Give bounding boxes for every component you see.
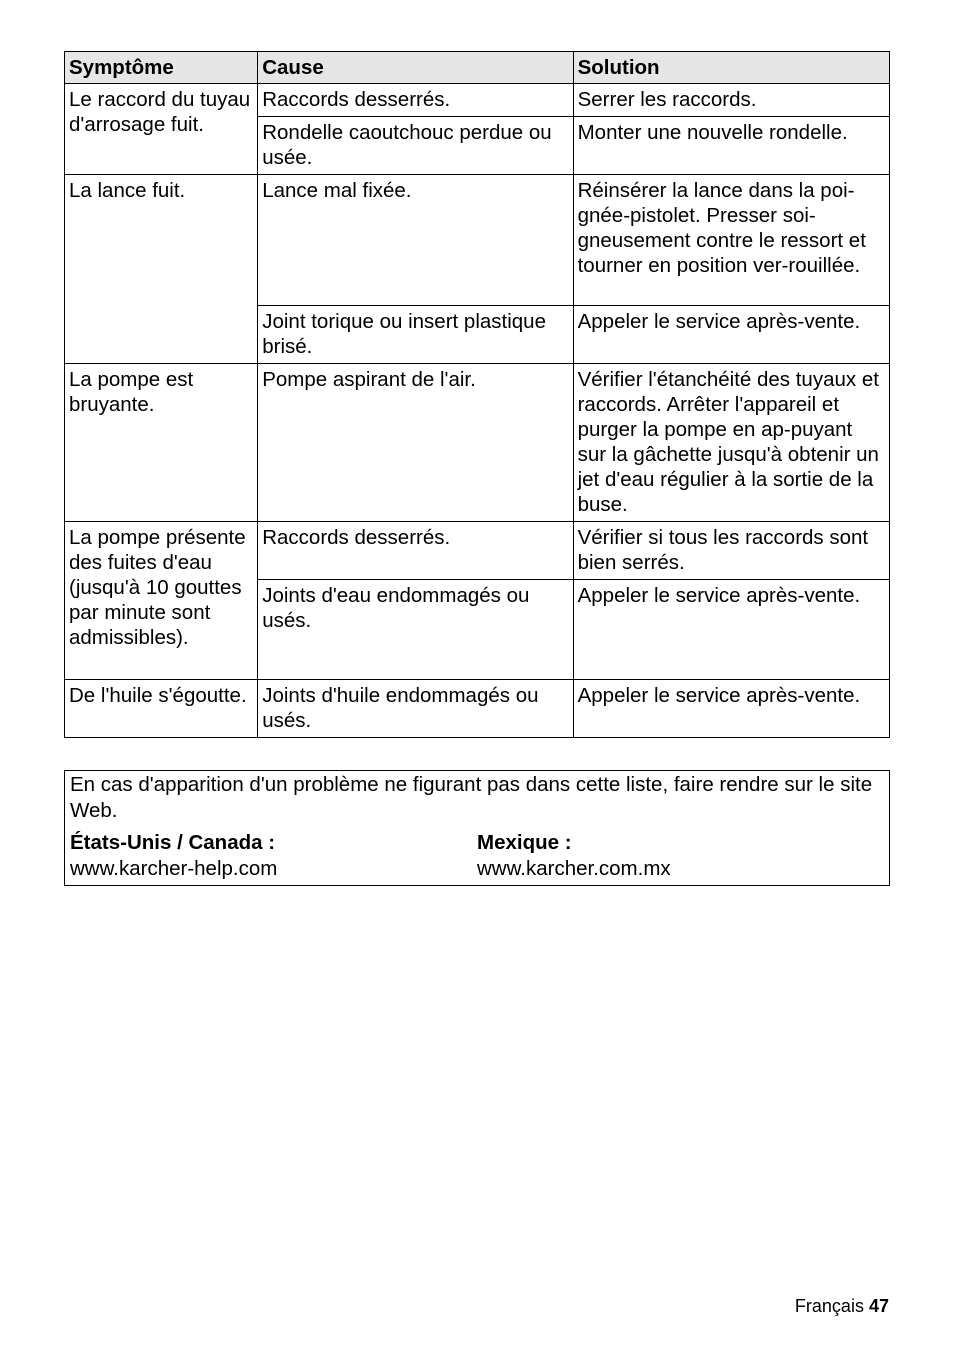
contact-mexico — [477, 830, 884, 882]
footer-language: Français — [794, 1296, 864, 1316]
cause-cell: Joint torique ou insert plastique brisé. — [258, 306, 573, 364]
cause-cell: Pompe aspirant de l'air. — [258, 364, 573, 522]
cause-cell: Rondelle caoutchouc perdue ou usée. — [258, 117, 573, 175]
table-header-row — [65, 52, 890, 84]
page-number: 47 — [868, 1296, 889, 1316]
help-info-text: En cas d'apparition d'un problème ne figurant pas dans cette liste, faire rendre sur le site Web. — [70, 773, 873, 822]
help-info-box — [64, 770, 890, 886]
solution-cell: Réinsérer la lance dans la poi-gnée-pistolet. Presser soi-gneusement contre le ressort et tourner en position ver-rouillée. — [573, 175, 889, 306]
contact-us-canada — [70, 830, 477, 882]
contact-us-label: États-Unis / Canada : — [70, 831, 276, 854]
cause-cell: Lance mal fixée. — [258, 175, 573, 306]
table-row — [65, 364, 890, 522]
cause-cell: Raccords desserrés. — [258, 522, 573, 580]
solution-cell: Appeler le service après-vente. — [573, 306, 889, 364]
table-row — [65, 680, 890, 738]
header-solution: Solution — [573, 52, 889, 84]
contact-mx-label: Mexique : — [477, 831, 572, 854]
page-footer — [795, 1296, 889, 1317]
cause-cell: Joints d'eau endommagés ou usés. — [258, 580, 573, 680]
solution-cell: Appeler le service après-vente. — [573, 680, 889, 738]
symptom-cell: Le raccord du tuyau d'arrosage fuit. — [65, 84, 258, 175]
table-row — [65, 84, 890, 117]
symptom-cell: La pompe est bruyante. — [65, 364, 258, 522]
header-symptom: Symptôme — [65, 52, 258, 84]
help-contacts — [65, 826, 889, 882]
symptom-cell: La pompe présente des fuites d'eau (jusqu'à 10 gouttes par minute sont admissibles). — [65, 522, 258, 680]
symptom-cell: De l'huile s'égoutte. — [65, 680, 258, 738]
table-row — [65, 175, 890, 306]
troubleshooting-table — [64, 51, 890, 738]
solution-cell: Vérifier l'étanchéité des tuyaux et raccords. Arrêter l'appareil et purger la pompe en ap-puyant sur la gâchette jusqu'à obtenir un jet d'eau régulier à la sortie de la buse. — [573, 364, 889, 522]
contact-mx-url: www.karcher.com.mx — [477, 857, 671, 880]
cause-cell: Raccords desserrés. — [258, 84, 573, 117]
table-row — [65, 522, 890, 580]
header-cause: Cause — [258, 52, 573, 84]
solution-cell: Serrer les raccords. — [573, 84, 889, 117]
contact-us-url: www.karcher-help.com — [70, 857, 278, 880]
solution-cell: Vérifier si tous les raccords sont bien serrés. — [573, 522, 889, 580]
symptom-cell: La lance fuit. — [65, 175, 258, 364]
solution-cell: Monter une nouvelle rondelle. — [573, 117, 889, 175]
cause-cell: Joints d'huile endommagés ou usés. — [258, 680, 573, 738]
solution-cell: Appeler le service après-vente. — [573, 580, 889, 680]
